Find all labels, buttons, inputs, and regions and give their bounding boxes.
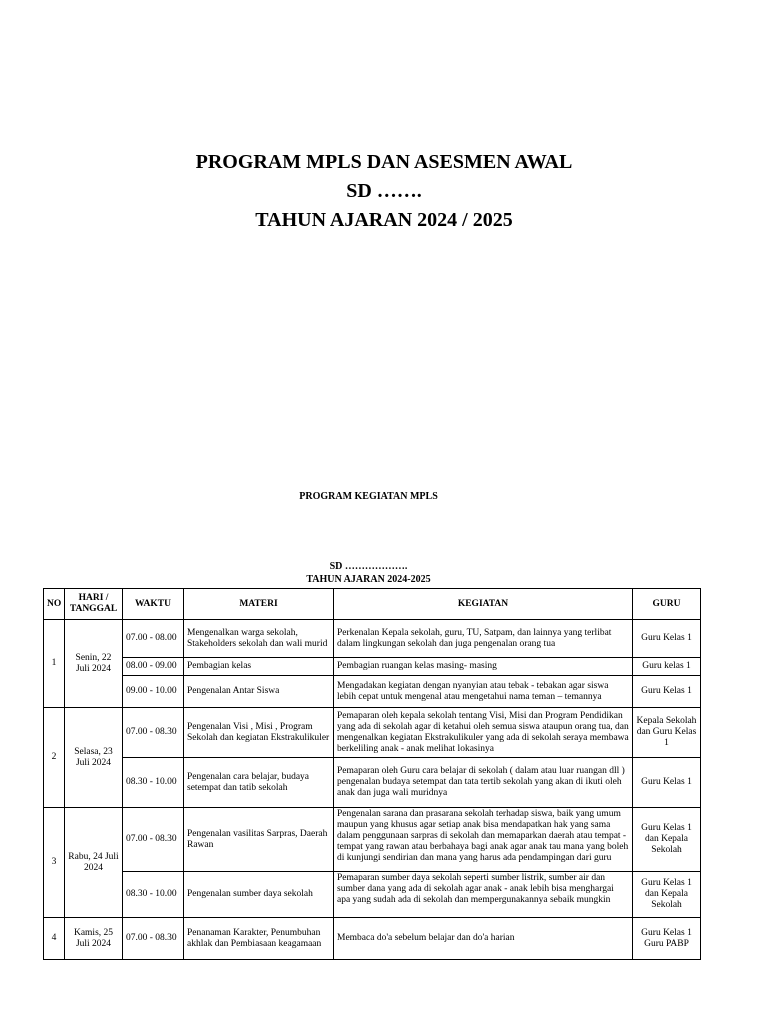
time-cell: 07.00 - 08.30 [123, 808, 184, 872]
header-guru: GURU [633, 589, 701, 620]
materi-cell: Pembagian kelas [184, 658, 334, 676]
day-number: 3 [44, 808, 65, 918]
day-date: Rabu, 24 Juli 2024 [65, 808, 123, 918]
title-line-2: SD ……. [346, 180, 422, 202]
kegiatan-cell: Pemaparan oleh kepala sekolah tentang Visi, Misi dan Program Pendidikan yang ada di sekolah agar di ketahui oleh semua siswa ataupun orang tua, dan mengenalkan kegiatan Ekstrakulikuler yang ada di sekolah seraya membawa berkeliling anak - anak melihat lokasinya [334, 708, 633, 758]
guru-cell: Guru Kelas 1 [633, 758, 701, 808]
table-row [44, 918, 701, 960]
kegiatan-cell: Mengadakan kegiatan dengan nyanyian atau tebak - tebakan agar siswa lebih cepat untuk mengenal atau mengetahui nama teman – temannya [334, 676, 633, 708]
document-title [0, 148, 768, 235]
header-hari: HARI / TANGGAL [65, 589, 123, 620]
table-row [44, 758, 701, 808]
day-date: Senin, 22 Juli 2024 [65, 620, 123, 708]
guru-cell: Guru Kelas 1 [633, 620, 701, 658]
materi-cell: Pengenalan cara belajar, budaya setempat dan tatib sekolah [184, 758, 334, 808]
title-line-3: TAHUN AJARAN 2024 / 2025 [255, 209, 513, 231]
table-row [44, 808, 701, 872]
materi-cell: Pengenalan Visi , Misi , Program Sekolah dan kegiatan Ekstrakulikuler [184, 708, 334, 758]
time-cell: 08.30 - 10.00 [123, 758, 184, 808]
materi-cell: Mengenalkan warga sekolah, Stakeholders sekolah dan wali murid [184, 620, 334, 658]
time-cell: 07.00 - 08.30 [123, 918, 184, 960]
kegiatan-cell: Membaca do'a sebelum belajar dan do'a harian [334, 918, 633, 960]
time-cell: 08.30 - 10.00 [123, 872, 184, 918]
kegiatan-cell [334, 808, 633, 872]
table-row [44, 658, 701, 676]
time-cell: 08.00 - 09.00 [123, 658, 184, 676]
materi-cell: Pengenalan sumber daya sekolah [184, 872, 334, 918]
table-header-row [44, 589, 701, 620]
materi-cell: Pengenalan vasilitas Sarpras, Daerah Rawan [184, 808, 334, 872]
school-year: TAHUN AJARAN 2024-2025 [306, 574, 431, 585]
guru-cell: Guru Kelas 1 dan Kepala Sekolah [633, 808, 701, 872]
day-number: 2 [44, 708, 65, 808]
kegiatan-cell [334, 872, 633, 918]
guru-cell: Kepala Sekolah dan Guru Kelas 1 [633, 708, 701, 758]
time-cell: 07.00 - 08.30 [123, 708, 184, 758]
kegiatan-text: Pengenalan sarana dan prasarana sekolah terhadap siswa, baik yang umum maupun yang khusus agar setiap anak bisa mendapatkan hak yang sama dalam penggunaan sarpras di sekolah dan memaparkan daerah atau tempat - tempat yang rawan atau berbahaya bagi anak agar anak tau mana yang boleh di kunjungi sendirian dan mana yang harus ada pendampingan dari guru [337, 809, 629, 863]
schedule-table [43, 588, 701, 960]
table-row [44, 676, 701, 708]
time-cell: 09.00 - 10.00 [123, 676, 184, 708]
header-materi: MATERI [184, 589, 334, 620]
guru-cell: Guru kelas 1 [633, 658, 701, 676]
header-no: NO [44, 589, 65, 620]
guru-cell: Guru Kelas 1 [633, 676, 701, 708]
time-cell: 07.00 - 08.00 [123, 620, 184, 658]
school-header [0, 560, 737, 586]
materi-cell: Penanaman Karakter, Penumbuhan akhlak dan Pembiasaan keagamaan [184, 918, 334, 960]
day-date: Kamis, 25 Juli 2024 [65, 918, 123, 960]
day-number: 1 [44, 620, 65, 708]
table-row [44, 708, 701, 758]
guru-cell: Guru Kelas 1 dan Kepala Sekolah [633, 872, 701, 918]
day-date: Selasa, 23 Juli 2024 [65, 708, 123, 808]
header-waktu: WAKTU [123, 589, 184, 620]
kegiatan-cell: Perkenalan Kepala sekolah, guru, TU, Satpam, dan lainnya yang terlibat dalam lingkungan sekolah dan juga pengenalan orang tua [334, 620, 633, 658]
materi-cell: Pengenalan Antar Siswa [184, 676, 334, 708]
kegiatan-text: Pemaparan sumber daya sekolah seperti sumber listrik, sumber air dan sumber dana yang ada di sekolah agar anak - anak lebih bisa menghargai apa yang sudah ada di sekolah dan mempergunakannya sebaik mungkin [337, 873, 614, 905]
section-title: PROGRAM KEGIATAN MPLS [299, 491, 438, 502]
table-row [44, 872, 701, 918]
title-line-1: PROGRAM MPLS DAN ASESMEN AWAL [195, 151, 573, 173]
kegiatan-cell: Pembagian ruangan kelas masing- masing [334, 658, 633, 676]
school-name: SD ………………. [329, 561, 408, 572]
header-kegiatan: KEGIATAN [334, 589, 633, 620]
day-number: 4 [44, 918, 65, 960]
kegiatan-cell: Pemaparan oleh Guru cara belajar di sekolah ( dalam atau luar ruangan dll ) pengenalan budaya setempat dan tata tertib sekolah yang akan di ikuti oleh anak dan juga wali muridnya [334, 758, 633, 808]
table-row [44, 620, 701, 658]
guru-cell: Guru Kelas 1 Guru PABP [633, 918, 701, 960]
